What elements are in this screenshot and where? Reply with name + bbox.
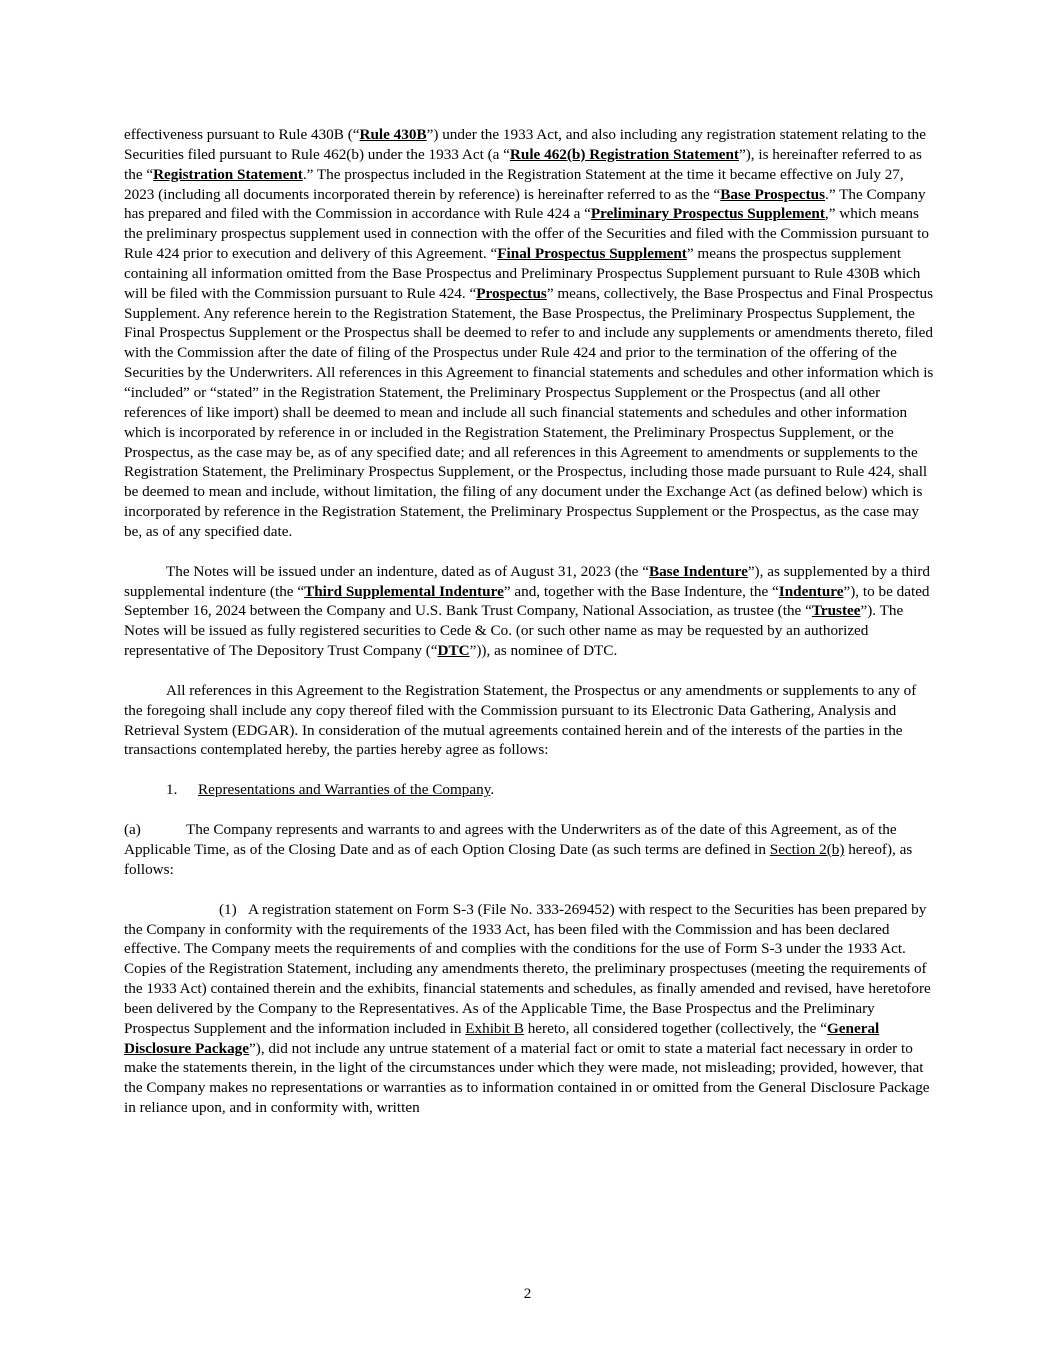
text-run: ”), to be dated September 16, 2024 between the Company and U.S. Bank Trust Company, National Association, as trustee (the “: [124, 582, 930, 620]
text-run: The Notes will be issued under an indenture, dated as of August 31, 2023 (the “: [166, 562, 649, 580]
section-number: 1.: [166, 781, 178, 799]
text-run: .” The Company has prepared and filed with the Commission in accordance with Rule 424 a “: [124, 185, 926, 223]
defined-term-prospectus: Prospectus: [476, 284, 547, 302]
paragraph-notes-indenture: [124, 562, 934, 661]
clause-label-a: (a): [124, 821, 141, 839]
text-run: ”), is hereinafter referred to as the “: [124, 145, 922, 183]
text-run: hereof), as follows:: [124, 841, 913, 878]
text-run: .: [490, 781, 495, 799]
text-run: effectiveness pursuant to Rule 430B (“: [124, 126, 360, 143]
defined-term-rule-430b: Rule 430B: [359, 126, 427, 143]
text-run: ”)), as nominee of DTC.: [469, 642, 618, 660]
defined-term-dtc: DTC: [437, 642, 470, 660]
text-run: ”), did not include any untrue statement of a material fact or omit to state a material fact necessary in order to make the statements therein, in the light of the circumstances under which they were made, not misleading; provided, however, that the Company makes no representations or warranties as to information contained in or omitted from the General Disclosure Package in reliance upon, and in conformity with, written: [124, 1039, 930, 1117]
defined-term-general-disclosure-package: General Disclosure Package: [124, 1019, 880, 1057]
text-run: ”). The Notes will be issued as fully registered securities to Cede & Co. (or such other name as may be requested by an authorized representative of The Depository Trust Company (“: [124, 602, 904, 660]
defined-term-rule-462b-registration-statement: Rule 462(b) Registration Statement: [509, 145, 739, 163]
defined-term-indenture: Indenture: [778, 582, 844, 600]
section-title: Representations and Warranties of the Company: [198, 781, 491, 799]
defined-term-registration-statement: Registration Statement: [153, 165, 303, 183]
text-run: ” means, collectively, the Base Prospectus and Final Prospectus Supplement. Any reference herein to the Registration Statement, the Base Prospectus, the Preliminary Prospectus Supplement, the Final Prospectus Supplement or the Prospectus shall be deemed to refer to and include any supplements or amendments thereto, filed with the Commission after the date of filing of the Prospectus under Rule 424 and prior to the termination of the offering of the Securities by the Underwriters. All references in this Agreement to financial statements and schedules and other information which is “included” or “stated” in the Registration Statement, the Preliminary Prospectus Supplement or the Prospectus (and all other references of like import) shall be deemed to mean and include all such financial statements and schedules and other information which is incorporated by reference in or included in the Registration Statement, the Preliminary Prospectus Supplement, or the Prospectus, as the case may be, as of any specified date; and all references in this Agreement to amendments or supplements to the Registration Statement, the Preliminary Prospectus Supplement, or the Prospectus, including those made pursuant to Rule 424, shall be deemed to mean and include, without limitation, the filing of any document under the Exchange Act (as defined below) which is incorporated by reference in the Registration Statement, the Preliminary Prospectus Supplement or the Prospectus, as the case may be, as of any specified date.: [124, 284, 934, 540]
defined-term-preliminary-prospectus-supplement: Preliminary Prospectus Supplement: [590, 205, 825, 223]
paragraph-registration-statement: [124, 125, 934, 542]
text-run: hereto, all considered together (collectively, the “: [523, 1019, 827, 1037]
text-run: ” and, together with the Base Indenture, the “: [503, 582, 779, 600]
text-run: .” The prospectus included in the Registration Statement at the time it became effective on July 27, 2023 (including all documents incorporated therein by reference) is hereinafter referred to as the “: [124, 165, 904, 203]
paragraph-edgar-references: All references in this Agreement to the Registration Statement, the Prospectus or any amendments or supplements to any of the foregoing shall include any copy thereof filed with the Commission pursuant to its Electronic Data Gathering, Analysis and Retrieval System (EDGAR). In consideration of the mutual agreements contained herein and of the interests of the parties in the transactions contemplated hereby, the parties hereby agree as follows:: [124, 681, 917, 759]
defined-term-final-prospectus-supplement: Final Prospectus Supplement: [497, 245, 687, 263]
defined-term-third-supplemental-indenture: Third Supplemental Indenture: [304, 582, 504, 600]
page-number: 2: [523, 1285, 532, 1302]
text-run: ”) under the 1933 Act, and also including any registration statement relating to the Securities filed pursuant to Rule 462(b) under the 1933 Act (a “: [124, 126, 926, 163]
section-heading-representations: [124, 780, 934, 800]
defined-term-base-prospectus: Base Prospectus: [720, 185, 826, 203]
paragraph-1-registration-form-s3: [124, 900, 934, 1118]
text-run: ,” which means the preliminary prospectus supplement used in connection with the offer of the Securities and filed with the Commission pursuant to Rule 424 prior to execution and delivery of this Agreement. “: [124, 205, 929, 263]
clause-label-1: (1): [219, 900, 237, 918]
text-run: ” means the prospectus supplement containing all information omitted from the Base Prospectus and Preliminary Prospectus Supplement pursuant to Rule 430B which will be filed with the Commission pursuant to Rule 424. “: [124, 245, 921, 302]
cross-reference-exhibit-b: Exhibit B: [465, 1019, 524, 1037]
defined-term-base-indenture: Base Indenture: [648, 562, 748, 580]
text-run: The Company represents and warrants to and agrees with the Underwriters as of the date of this Agreement, as of the Applicable Time, as of the Closing Date and as of each Option Closing Date (as such terms are defined in: [124, 821, 897, 858]
document-body: [124, 125, 934, 1118]
cross-reference-section-2b: Section 2(b): [769, 841, 845, 858]
paragraph-a-representations: [124, 820, 934, 880]
text-run: A registration statement on Form S-3 (File No. 333-269452) with respect to the Securities has been prepared by the Company in conformity with the requirements of the 1933 Act, has been filed with the Commission and has been declared effective. The Company meets the requirements of and complies with the conditions for the use of Form S-3 under the 1933 Act. Copies of the Registration Statement, including any amendments thereto, the preliminary prospectuses (meeting the requirements of the 1933 Act) contained therein and the exhibits, financial statements and schedules, as finally amended and revised, have heretofore been delivered by the Company to the Representatives. As of the Applicable Time, the Base Prospectus and the Preliminary Prospectus Supplement and the information included in: [124, 900, 931, 1037]
text-run: ”), as supplemented by a third supplemental indenture (the “: [124, 562, 931, 600]
defined-term-trustee: Trustee: [811, 602, 861, 620]
